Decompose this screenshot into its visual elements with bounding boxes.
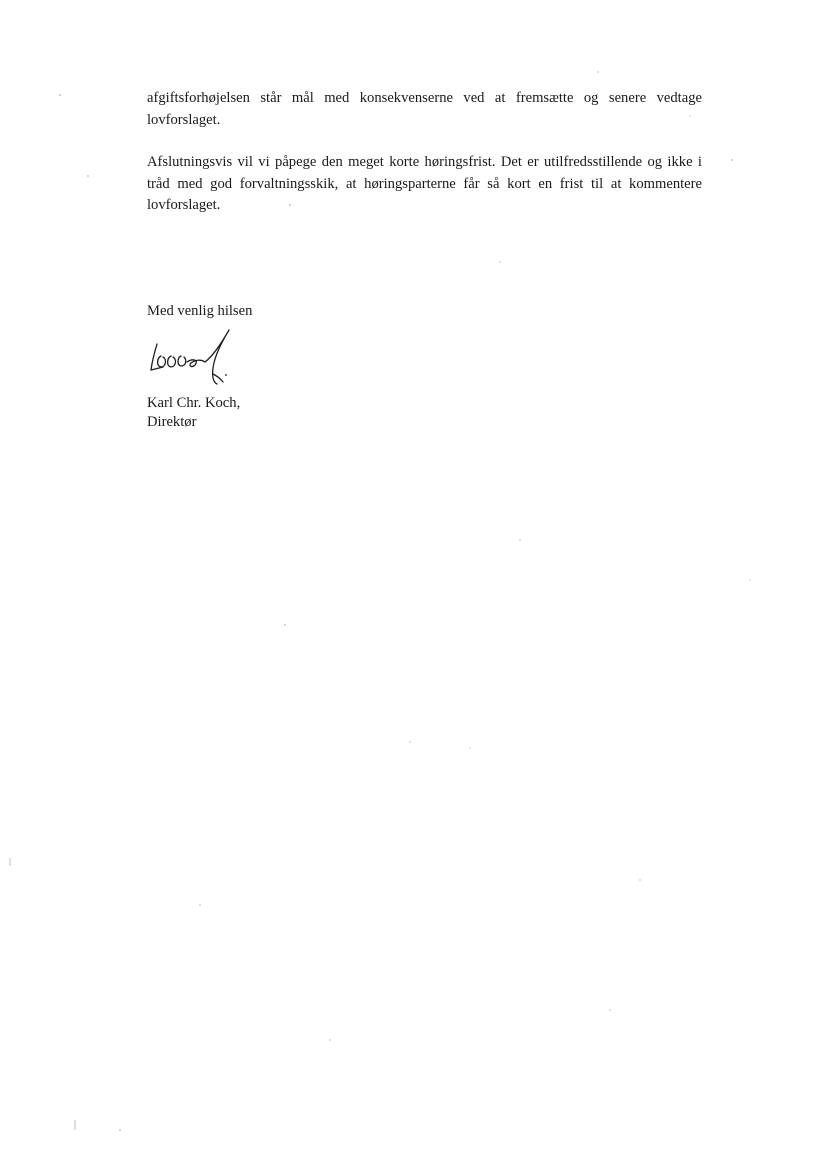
signer-block (147, 394, 240, 432)
body-paragraph-1: afgiftsforhøjelsen står mål med konsekvenserne ved at fremsætte og senere vedtage lovforslaget. (147, 90, 702, 128)
signer-name: Karl Chr. Koch, (147, 395, 241, 411)
signer-title: Direktør (147, 414, 197, 430)
body-paragraph-2: Afslutningsvis vil vi påpege den meget korte høringsfrist. Det er utilfredsstillende og ikke i tråd med god forvaltningsskik, at høringsparterne får så kort en frist til at kommentere lovforslaget. (147, 154, 702, 213)
closing-salutation: Med venlig hilsen (147, 303, 253, 319)
handwritten-signature (143, 326, 243, 388)
